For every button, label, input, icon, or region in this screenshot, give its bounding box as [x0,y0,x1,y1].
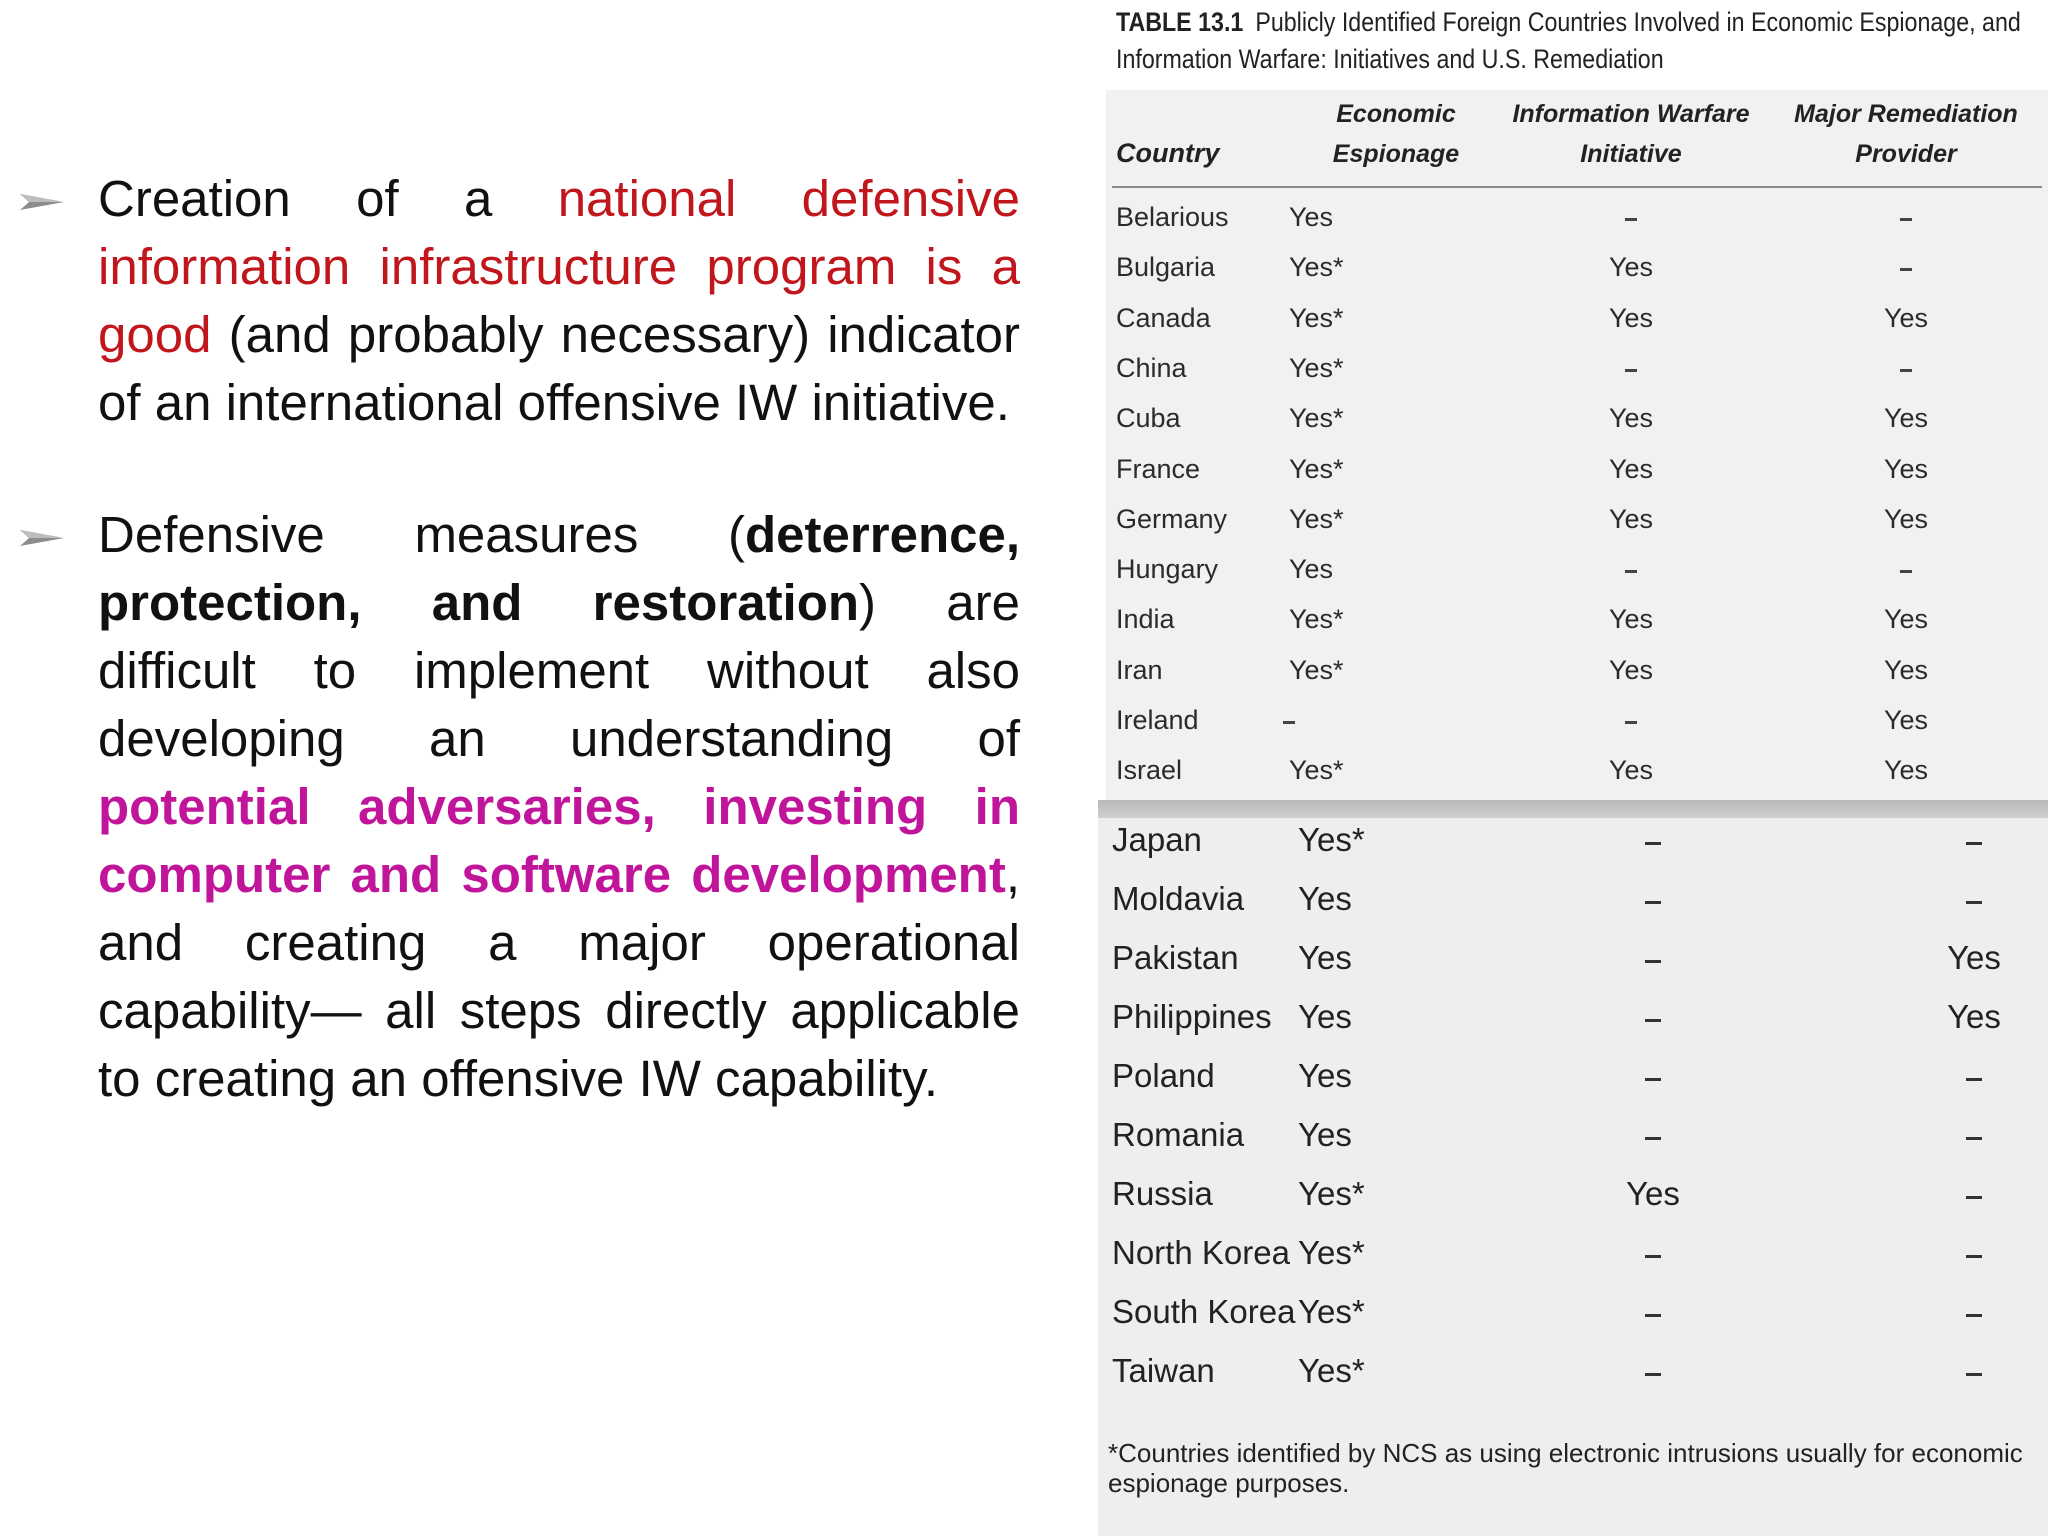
cell-remediation [1954,1056,1994,1096]
cell-espionage: Yes [1298,998,1352,1035]
header-line: Economic [1336,100,1456,128]
cell-warfare [1633,938,1673,978]
cell-espionage: Yes* [1298,1234,1365,1271]
cell-remediation [1886,200,1926,234]
cell-espionage: Yes* [1289,654,1344,685]
cell-country: Moldavia [1112,880,1245,917]
column-header-espionage [1296,94,1496,174]
cell-espionage: Yes* [1298,821,1365,858]
bullet-item-1 [18,165,1020,437]
cell-espionage: Yes* [1289,352,1344,383]
header-line: Information Warfare [1512,100,1750,128]
cell-remediation: Yes [1883,453,1929,484]
header-line: Provider [1855,140,1957,168]
cell-remediation [1954,1292,1994,1332]
cell-espionage: Yes* [1289,252,1344,283]
bold-text: deterrence, protection, and restoration [98,506,1020,631]
cell-country: Israel [1116,755,1183,786]
text-segment: , and creating a major operational capability— all steps directly applicable to creating an offensive IW capability. [98,846,1020,1107]
cell-warfare [1633,879,1673,919]
cell-warfare [1611,552,1651,586]
cell-remediation [1954,1174,1994,1214]
cell-espionage: Yes [1298,939,1352,976]
text-segment: (and probably necessary) indicator of an international offensive IW initiative. [98,306,1020,431]
cell-warfare [1611,703,1651,737]
cell-warfare: Yes [1608,755,1654,786]
cell-warfare [1633,1056,1673,1096]
header-line: Major Remediation [1794,100,2018,128]
cell-warfare: Yes [1626,1175,1680,1212]
column-header-remediation [1766,94,2046,174]
cell-espionage: Yes [1298,880,1352,917]
cell-warfare: Yes [1608,453,1654,484]
header-line: Initiative [1580,140,1682,168]
table-caption-tag: TABLE 13.1 [1116,7,1244,37]
cell-espionage: Yes [1298,1116,1352,1153]
cell-espionage: Yes* [1298,1175,1365,1212]
cell-remediation: Yes [1947,939,2001,976]
cell-warfare: Yes [1608,604,1654,635]
table-caption-text: Publicly Identified Foreign Countries Involved in Economic Espionage, and Information Warfare: Initiatives and U.S. Remediation [1116,7,2021,74]
highlight-magenta-text: potential adversaries, investing in computer and software development [98,778,1020,903]
cell-remediation [1886,552,1926,586]
bullet-list [18,165,1020,1113]
text-segment: Creation of a [98,170,558,227]
cell-country: India [1116,604,1175,635]
header-line: Espionage [1332,140,1460,168]
cell-country: Philippines [1112,998,1272,1035]
cell-warfare [1611,351,1651,385]
cell-espionage: Yes [1298,1057,1352,1094]
cell-espionage: Yes* [1289,403,1344,434]
cell-country: Hungary [1116,554,1219,585]
cell-espionage: Yes* [1298,1293,1365,1330]
cell-warfare: Yes [1608,503,1654,534]
cell-country: Germany [1116,503,1228,534]
cell-warfare [1633,1292,1673,1332]
column-header-warfare [1486,94,1776,174]
table-caption-area [1106,0,2048,90]
cell-country: South Korea [1112,1293,1296,1330]
cell-warfare: Yes [1608,302,1654,333]
header-divider [1112,186,2042,188]
cell-country: Japan [1112,821,1202,858]
cell-remediation: Yes [1883,755,1929,786]
bullet-text-2 [98,501,1020,1113]
column-header-country: Country [1116,138,1220,168]
table-footnote: *Countries identified by NCS as using electronic intrusions usually for economic espionage purposes. [1108,1438,2023,1498]
bullet-text-1 [98,165,1020,437]
cell-espionage: Yes* [1289,503,1344,534]
table-figure [1098,0,2048,1536]
cell-remediation [1954,879,1994,919]
cell-remediation: Yes [1883,302,1929,333]
cell-remediation: Yes [1883,705,1929,735]
cell-country: China [1116,352,1187,383]
cell-warfare [1633,1351,1673,1391]
cell-warfare: Yes [1608,654,1654,685]
arrow-bullet-icon [20,527,64,549]
cell-warfare [1633,820,1673,860]
cell-warfare [1611,200,1651,234]
cell-remediation: Yes [1947,998,2001,1035]
cell-warfare [1633,1233,1673,1273]
cell-remediation: Yes [1883,403,1929,434]
cell-espionage: Yes* [1289,453,1344,484]
cell-espionage: Yes* [1289,302,1344,333]
table-upper-part [1106,0,2048,810]
page-seam [1098,800,2048,818]
text-segment: Defensive measures ( [98,506,746,563]
cell-remediation: Yes [1883,654,1929,685]
cell-remediation: Yes [1883,503,1929,534]
cell-remediation [1954,1351,1994,1391]
table-caption [1116,4,2046,78]
cell-warfare [1633,1115,1673,1155]
cell-remediation [1886,250,1926,284]
cell-country: Bulgaria [1116,252,1216,283]
cell-country: Cuba [1116,403,1181,434]
cell-country: North Korea [1112,1234,1290,1271]
cell-espionage: Yes* [1289,755,1344,786]
cell-country: Iran [1116,654,1163,685]
cell-warfare: Yes [1608,252,1654,283]
cell-remediation [1954,820,1994,860]
cell-country: Pakistan [1112,939,1239,976]
bullet-item-2 [18,501,1020,1113]
cell-remediation [1954,1115,1994,1155]
cell-remediation [1886,351,1926,385]
cell-country: France [1116,453,1201,484]
cell-warfare: Yes [1608,403,1654,434]
cell-country: Romania [1112,1116,1245,1153]
cell-country: Taiwan [1112,1352,1215,1389]
cell-warfare [1633,997,1673,1037]
cell-espionage: Yes [1289,554,1334,585]
cell-country: Belarious [1116,202,1229,232]
table-lower-part [1098,818,2048,1536]
cell-country: Poland [1112,1057,1215,1094]
text-segment: ) are difficult to implement without also developing an understanding of [98,574,1020,767]
cell-country: Russia [1112,1175,1213,1212]
highlight-red-text: national defensive information infrastructure program is a good [98,170,1020,363]
cell-espionage: Yes* [1298,1352,1365,1389]
cell-espionage: Yes* [1289,604,1344,635]
arrow-bullet-icon [20,191,64,213]
cell-espionage [1269,703,1309,737]
cell-remediation: Yes [1883,604,1929,635]
cell-remediation [1954,1233,1994,1273]
cell-country: Ireland [1116,705,1199,735]
cell-country: Canada [1116,302,1211,333]
cell-espionage: Yes [1289,202,1334,232]
